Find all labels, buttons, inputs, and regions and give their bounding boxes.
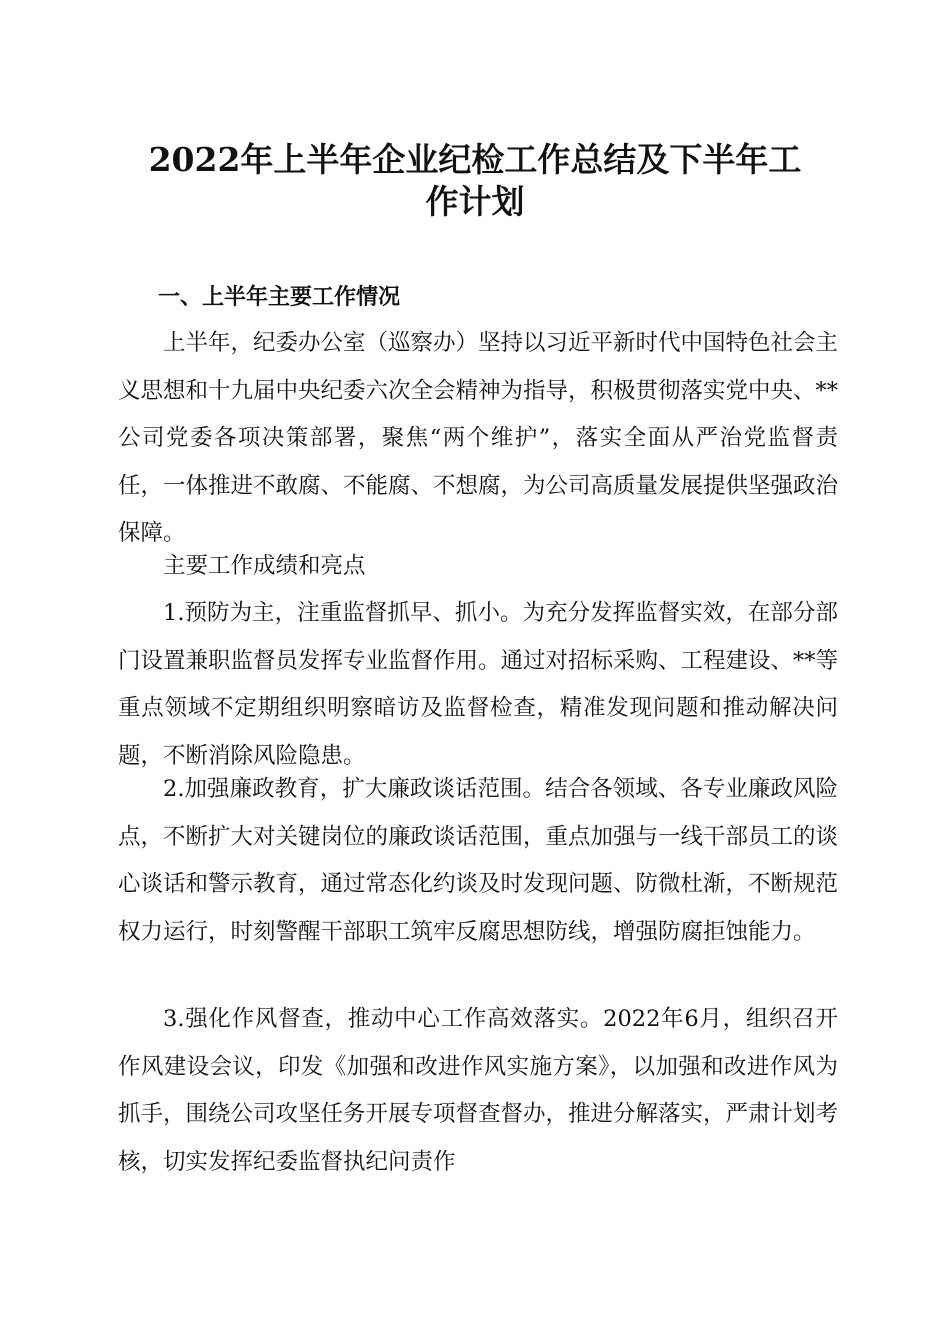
document-title-line1: 2022年上半年企业纪检工作总结及下半年工 — [148, 140, 802, 179]
item-2-paragraph: 2.加强廉政教育，扩大廉政谈话范围。结合各领域、各专业廉政风险点，不断扩大对关键岗位的廉政谈话范围，重点加强与一线干部员工的谈心谈话和警示教育，通过常态化约谈及时发现问题、防微杜渐，不断规范权力运行，时刻警醒干部职工筑牢反腐思想防线，增强防腐拒蚀能力。 — [118, 776, 839, 945]
document-title-line2: 作计划 — [425, 182, 525, 221]
intro-paragraph: 上半年，纪委办公室（巡察办）坚持以习近平新时代中国特色社会主义思想和十九届中央纪委六次全会精神为指导，积极贯彻落实党中央、**公司党委各项决策部署，聚焦“两个维护”，落实全面从严治党监督责任，一体推进不敢腐、不能腐、不想腐，为公司高质量发展提供坚强政治保障。 — [118, 330, 839, 546]
item-1-paragraph: 1.预防为主，注重监督抓早、抓小。为充分发挥监督实效，在部分部门设置兼职监督员发挥专业监督作用。通过对招标采购、工程建设、**等重点领域不定期组织明察暗访及监督检查，精准发现问题和推动解决问题，不断消除风险隐患。 — [118, 600, 839, 769]
item-3-paragraph: 3.强化作风督查，推动中心工作高效落实。2022年6月，组织召开作风建设会议，印发《加强和改进作风实施方案》，以加强和改进作风为抓手，围绕公司攻坚任务开展专项督查督办，推进分解落实，严肃计划考核，切实发挥纪委监督执纪问责作 — [118, 1006, 839, 1175]
section-heading: 一、上半年主要工作情况 — [158, 285, 401, 310]
achievements-subheading: 主要工作成绩和亮点 — [163, 553, 366, 579]
